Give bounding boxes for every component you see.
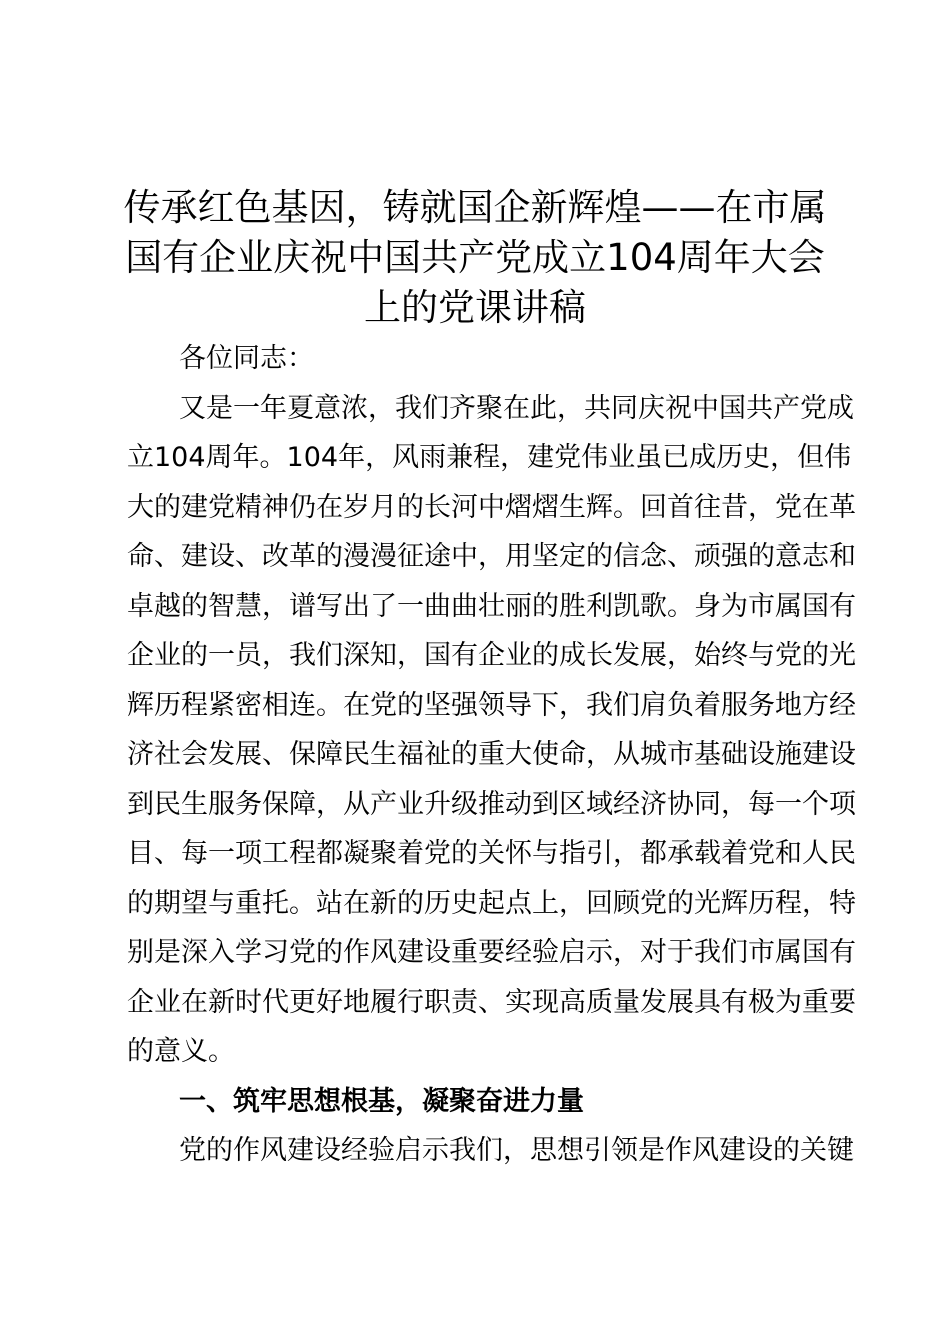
paragraph-intro [127, 384, 856, 1077]
salutation [127, 334, 832, 384]
paragraph-line: 党的作风建设经验启示我们，思想引领是作风建设的关键 [179, 1135, 854, 1166]
paragraph-line: 济社会发展、保障民生福祉的重大使命，从城市基础设施建设 [127, 739, 856, 770]
document-body [127, 334, 856, 1176]
paragraph-line: 别是深入学习党的作风建设重要经验启示，对于我们市属国有 [127, 937, 856, 968]
paragraph-line: 到民生服务保障，从产业升级推动到区域经济协同，每一个项 [127, 788, 856, 820]
paragraph-line: 企业的一员，我们深知，国有企业的成长发展，始终与党的光 [127, 640, 856, 671]
paragraph-line: 的期望与重托。站在新的历史起点上，回顾党的光辉历程，特 [127, 887, 856, 919]
section-heading-1 [127, 1077, 832, 1127]
paragraph-line: 大的建党精神仍在岁月的长河中熠熠生辉。回首往昔，党在革 [127, 491, 856, 523]
title-line: 传承红色基因，铸就国企新辉煌——在市属 [123, 186, 827, 229]
paragraph-line: 辉历程紧密相连。在党的坚强领导下，我们肩负着服务地方经 [127, 689, 856, 721]
paragraph-section1 [127, 1126, 854, 1176]
paragraph-line: 立104周年。104年，风雨兼程，建党伟业虽已成历史，但伟 [127, 442, 852, 473]
salutation-text: 各位同志： [179, 343, 314, 374]
paragraph-line: 卓越的智慧，谱写出了一曲曲壮丽的胜利凯歌。身为市属国有 [127, 590, 856, 622]
paragraph-line: 命、建设、改革的漫漫征途中，用坚定的信念、顽强的意志和 [127, 541, 856, 572]
title-line: 国有企业庆祝中国共产党成立104周年大会 [125, 236, 825, 279]
paragraph-line: 又是一年夏意浓，我们齐聚在此，共同庆祝中国共产党成 [179, 392, 854, 424]
paragraph-line: 企业在新时代更好地履行职责、实现高质量发展具有极为重要 [127, 986, 856, 1018]
paragraph-line: 目、每一项工程都凝聚着党的关怀与指引，都承载着党和人民 [127, 838, 856, 869]
document-title [120, 183, 830, 333]
paragraph-line: 的意义。 [127, 1036, 235, 1067]
section-heading-text: 一、筑牢思想根基，凝聚奋进力量 [179, 1085, 584, 1117]
title-line: 上的党课讲稿 [364, 286, 586, 329]
